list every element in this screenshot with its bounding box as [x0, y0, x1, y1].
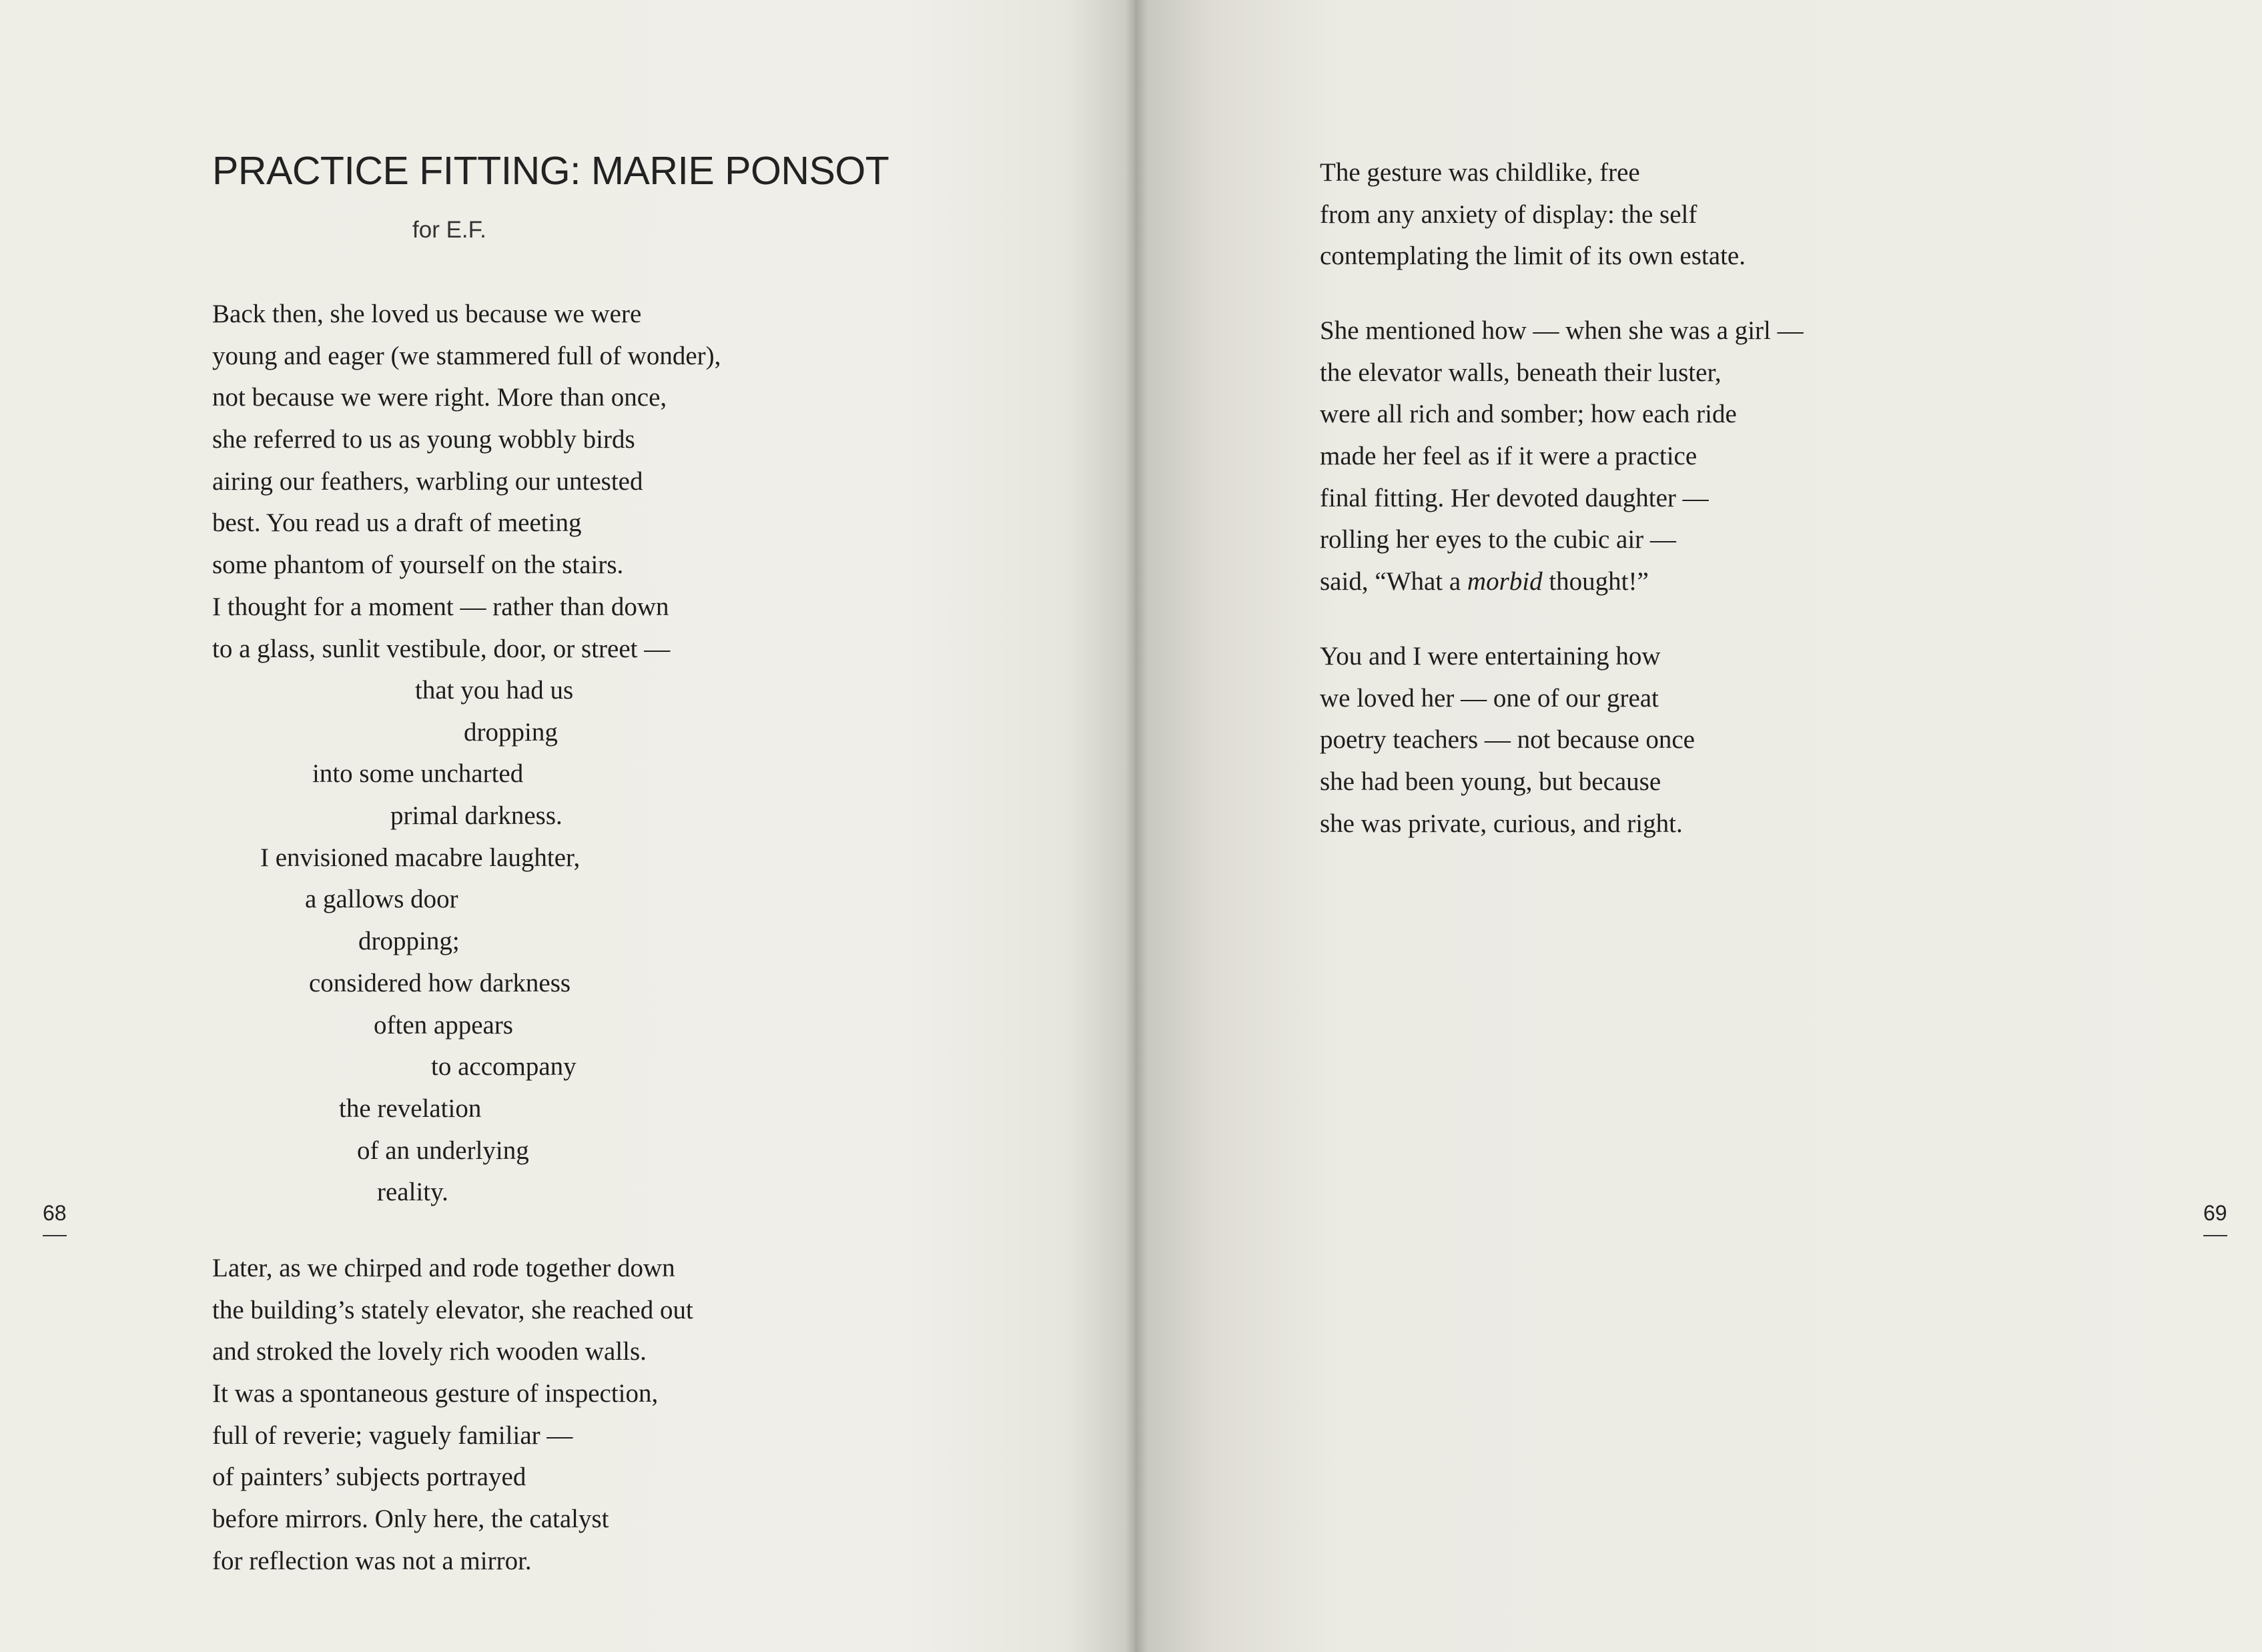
poem-line: best. You read us a draft of meeting — [212, 508, 582, 538]
poem-line: It was a spontaneous gesture of inspection, — [212, 1379, 659, 1408]
poem-line: into some uncharted — [312, 759, 524, 789]
poem-line: of painters’ subjects portrayed — [212, 1463, 526, 1492]
poem-line: she referred to us as young wobbly birds — [212, 425, 635, 454]
poem-dedication: for E.F. — [412, 217, 486, 243]
said-italic: morbid — [1467, 567, 1543, 596]
poem-line: and stroked the lovely rich wooden walls. — [212, 1337, 647, 1366]
said-post: thought!” — [1542, 567, 1649, 596]
poem-line: dropping — [464, 717, 558, 747]
right-stanza-2 — [1320, 310, 1804, 603]
poem-line: that you had us — [415, 676, 574, 705]
poem-line: some phantom of yourself on the stairs. — [212, 550, 624, 580]
poem-line: I envisioned macabre laughter, — [260, 843, 581, 872]
poem-line: reality. — [377, 1178, 448, 1207]
poem-line: to a glass, sunlit vestibule, door, or street — — [212, 634, 671, 663]
poem-line: Later, as we chirped and rode together down — [212, 1254, 675, 1282]
poem-line: dropping; — [358, 927, 460, 956]
page-number-text: 69 — [2203, 1201, 2227, 1225]
poem-line: poetry teachers — not because once — [1320, 725, 1695, 755]
poem-line: to accompany — [431, 1052, 577, 1082]
poem-title: PRACTICE FITTING: MARIE PONSOT — [212, 149, 889, 193]
poem-line: she was private, curious, and right. — [1320, 809, 1683, 838]
page-number-rule — [2203, 1235, 2227, 1236]
poem-line: of an underlying — [357, 1136, 529, 1165]
poem-line: You and I were entertaining how — [1320, 642, 1661, 671]
poem-line: the revelation — [339, 1094, 482, 1123]
poem-line: The gesture was childlike, free — [1320, 158, 1640, 187]
poem-line: before mirrors. Only here, the catalyst — [212, 1505, 609, 1534]
poem-line: a gallows door — [305, 885, 458, 914]
poem-line: primal darkness. — [390, 801, 562, 831]
poem-line: contemplating the limit of its own estate. — [1320, 242, 1746, 271]
poem-line: for reflection was not a mirror. — [212, 1546, 532, 1575]
poem-line: considered how darkness — [309, 968, 571, 997]
poem-line: the building’s stately elevator, she reached out — [212, 1295, 693, 1324]
book-gutter — [1125, 0, 1148, 1652]
poem-line: from any anxiety of display: the self — [1320, 199, 1698, 229]
poem-line: final fitting. Her devoted daughter — — [1320, 483, 1709, 512]
poem-line: she had been young, but because — [1320, 767, 1661, 797]
poem-line: not because we were right. More than once, — [212, 383, 667, 412]
poem-line: She mentioned how — when she was a girl — — [1320, 316, 1804, 345]
poem-line: airing our feathers, warbling our untested — [212, 466, 643, 496]
page-number-text: 68 — [43, 1201, 67, 1225]
poem-line: I thought for a moment — rather than down — [212, 592, 669, 621]
right-stanza-1 — [1320, 152, 1746, 278]
page-number-right — [2203, 1201, 2227, 1236]
poem-line: rolling her eyes to the cubic air — — [1320, 525, 1676, 554]
poem-line-said — [1320, 561, 1804, 603]
poem-line: young and eager (we stammered full of wonder), — [212, 341, 721, 370]
right-stanza-3 — [1320, 636, 1695, 845]
poem-line: were all rich and somber; how each ride — [1320, 400, 1737, 429]
said-pre: said, “What a — [1320, 567, 1467, 596]
left-stanza-1 — [212, 294, 721, 670]
poem-line: full of reverie; vaguely familiar — — [212, 1420, 573, 1450]
poem-line: we loved her — one of our great — [1320, 683, 1659, 713]
page-number-rule — [43, 1235, 67, 1236]
right-page — [1134, 0, 2262, 1652]
poem-line: Back then, she loved us because we were — [212, 300, 642, 328]
page-number-left — [43, 1201, 67, 1236]
poem-line: often appears — [374, 1010, 513, 1040]
poem-line: the elevator walls, beneath their luster, — [1320, 358, 1722, 387]
left-stanza-2 — [212, 1248, 693, 1583]
poem-line: made her feel as if it were a practice — [1320, 442, 1698, 471]
left-cascade — [0, 670, 580, 1214]
